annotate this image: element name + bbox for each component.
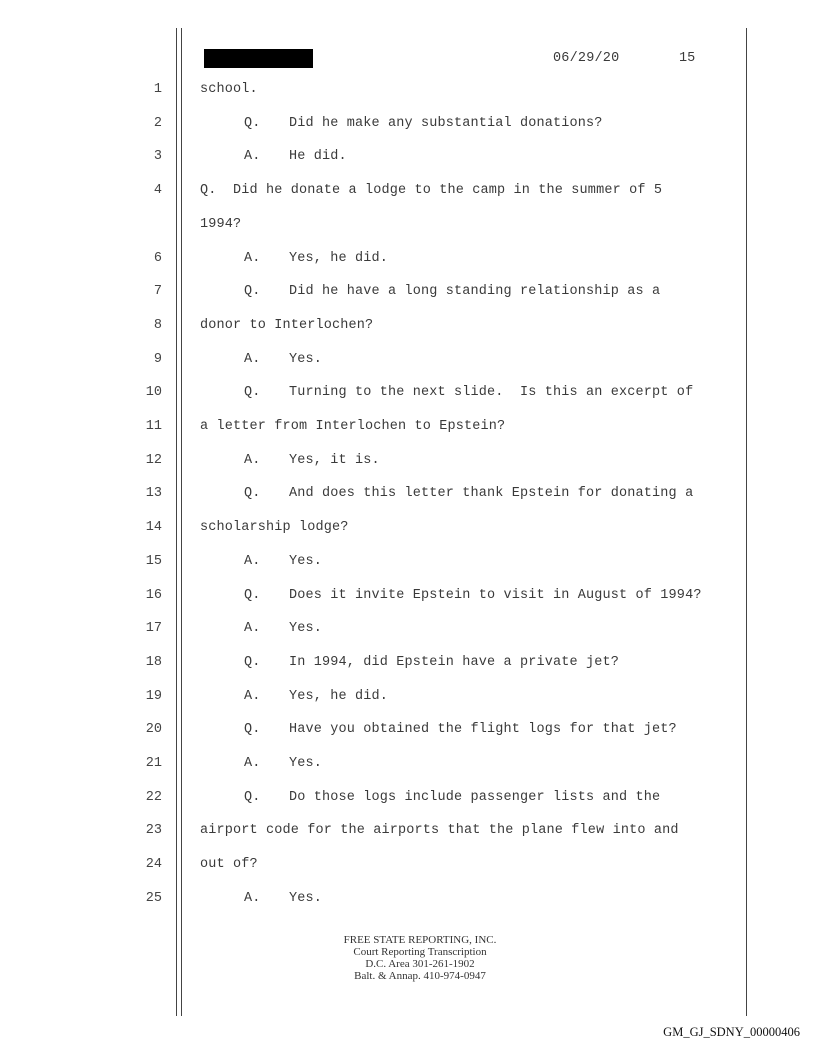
speaker-label: Q. [244,587,261,603]
line-number: 7 [153,284,162,300]
line-text: Have you obtained the flight logs for that jet? [289,722,677,738]
left-margin-rule-inner [181,28,182,1016]
line-text: a letter from Interlochen to Epstein? [200,419,506,434]
speaker-label: A. [244,149,261,165]
speaker-label: A. [244,621,261,637]
transcript-line [200,183,662,198]
transcript-line [244,116,603,131]
transcript-line [244,891,322,906]
line-number: 3 [153,149,162,165]
transcript-line [244,385,693,400]
reporter-footer [300,934,540,982]
speaker-label: A. [244,250,261,266]
line-number: 13 [145,486,162,502]
line-text: Yes. [289,756,323,771]
line-text: Yes, he did. [289,688,389,704]
line-number: 22 [145,789,162,805]
line-number: 14 [145,520,162,536]
line-text: Yes, it is. [289,452,380,468]
speaker-label: Q. [244,654,261,670]
speaker-label: A. [244,890,261,906]
left-margin-rule-outer [176,28,177,1016]
transcript-line [244,352,322,367]
transcript-date: 06/29/20 [553,51,620,66]
transcript-line [200,419,505,434]
line-text: airport code for the airports that the plane flew into and [200,823,679,839]
line-text: In 1994, did Epstein have a private jet? [289,654,620,670]
transcript-line [244,621,322,636]
speaker-label: A. [244,351,261,367]
bates-number: GM_GJ_SDNY_00000406 [663,1025,800,1039]
transcript-line [244,284,660,299]
line-text: out of? [200,857,258,873]
footer-service: Court Reporting Transcription [353,946,487,958]
line-text: Does it invite Epstein to visit in August of 1994? [289,587,702,603]
line-text: Yes, he did. [289,250,389,266]
speaker-label: Q. [244,385,261,401]
line-number: 8 [153,317,162,333]
line-number: 9 [153,351,162,367]
transcript-line [244,655,619,670]
transcript-line [200,520,349,535]
line-number: 6 [153,250,162,266]
line-text: Do those logs include passenger lists and the [289,789,661,805]
line-number: 24 [145,857,162,873]
line-number: 15 [145,553,162,569]
footer-balt-phone: Balt. & Annap. 410-974-0947 [354,970,486,982]
line-number: 10 [145,385,162,401]
transcript-line [244,554,322,569]
line-text: And does this letter thank Epstein for donating a [289,486,694,502]
line-text: Did he have a long standing relationship as a [289,284,661,300]
speaker-label: Q. [244,486,261,502]
line-number: 2 [153,115,162,131]
line-number: 23 [145,823,162,839]
line-text: Q. Did he donate a lodge to the camp in the summer of 5 [200,183,663,199]
line-number: 1 [153,82,162,97]
line-number: 11 [145,419,162,434]
line-text: He did. [289,149,347,165]
transcript-line [200,823,679,838]
speaker-label: Q. [244,115,261,131]
line-number: 18 [145,654,162,670]
speaker-label: A. [244,688,261,704]
speaker-label: A. [244,756,261,771]
line-number: 25 [145,890,162,906]
line-text: 1994? [200,216,242,232]
transcript-line [244,453,380,468]
transcript-line [244,149,347,164]
transcript-page-number: 15 [679,51,696,66]
line-number: 21 [145,756,162,771]
line-text: donor to Interlochen? [200,317,374,333]
redaction-bar [204,49,313,68]
line-text: Yes. [289,553,323,569]
transcript-line [244,251,388,266]
transcript-line [244,790,660,805]
line-text: Turning to the next slide. Is this an excerpt of [289,385,694,401]
speaker-label: Q. [244,284,261,300]
line-text: scholarship lodge? [200,520,349,536]
line-text: Yes. [289,351,323,367]
speaker-label: A. [244,553,261,569]
line-number: 4 [153,183,162,199]
speaker-label: Q. [244,789,261,805]
speaker-label: A. [244,452,261,468]
line-number: 17 [145,621,162,637]
speaker-label: Q. [244,722,261,738]
transcript-line [244,689,388,704]
line-text: Yes. [289,890,323,906]
right-margin-rule [746,28,747,1016]
transcript-line [244,756,322,771]
line-text: school. [200,82,258,97]
transcript-line [244,722,677,737]
line-text: Did he make any substantial donations? [289,115,603,131]
line-number: 16 [145,587,162,603]
line-text: Yes. [289,621,323,637]
transcript-line [200,217,241,232]
transcript-line [244,486,693,501]
transcript-line [200,857,258,872]
transcript-line [200,318,373,333]
footer-company: FREE STATE REPORTING, INC. [343,934,497,946]
line-number: 19 [145,688,162,704]
line-number: 20 [145,722,162,738]
transcript-line [200,82,258,97]
transcript-line [244,588,702,603]
line-number: 12 [145,452,162,468]
footer-dc-phone: D.C. Area 301-261-1902 [365,958,475,970]
